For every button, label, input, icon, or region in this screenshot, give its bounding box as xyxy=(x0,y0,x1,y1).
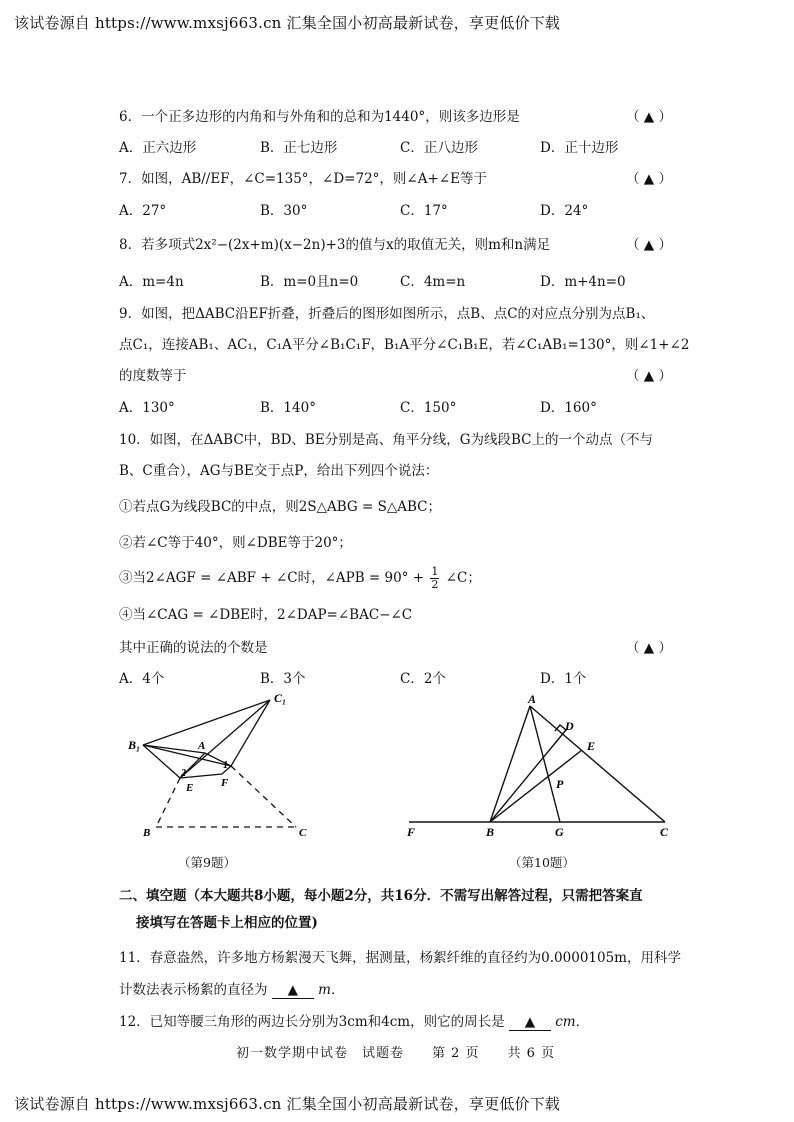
fig9-label-a: A xyxy=(198,740,206,752)
page-footer: 初一数学期中试卷 试题卷 第 2 页 共 6 页 xyxy=(236,1046,556,1061)
question-9-line3: 的度数等于 xyxy=(119,368,187,384)
figure-9 xyxy=(143,700,296,827)
q11-text: 计数法表示杨絮的直径为 xyxy=(119,982,268,998)
q10-statement-3-text: ③当2∠AGF = ∠ABF + ∠C时，∠APB = 90° + xyxy=(119,570,425,586)
q8-option-c: C．4m=n xyxy=(400,274,466,290)
fig10-segment-ac xyxy=(530,706,665,822)
question-12 xyxy=(119,1010,589,1031)
answer-mark: （ ▲ ） xyxy=(626,237,672,253)
q10-option-c: C．2个 xyxy=(400,671,446,687)
q10-statement-1: ①若点G为线段BC的中点，则2S△ABG = S△ABC； xyxy=(119,499,441,515)
q12-text: 12．已知等腰三角形的两边长分别为3cm和4cm，则它的周长是 xyxy=(119,1014,505,1030)
fig9-segment-f-c1 xyxy=(231,700,270,766)
q10-statement-4: ④当∠CAG = ∠DBE时，2∠DAP=∠BAC−∠C xyxy=(119,607,413,623)
fig10-label-d: D xyxy=(565,719,574,733)
question-10-line3: 其中正确的说法的个数是 xyxy=(119,640,268,656)
fig9-label-e: E xyxy=(186,782,194,794)
figure-10 xyxy=(409,706,665,822)
fig10-label-a: A xyxy=(528,692,537,706)
q7-option-d: D．24° xyxy=(540,203,589,219)
q9-option-a: A．130° xyxy=(119,400,175,416)
question-8-text: 8．若多项式2x²−(2x+m)(x−2n)+3的值与x的取值无关，则m和n满足 xyxy=(119,237,551,253)
answer-mark: （ ▲ ） xyxy=(626,171,672,187)
figure-10-caption: （第10题） xyxy=(509,855,575,870)
q6-option-b: B．正七边形 xyxy=(260,140,338,156)
q10-statement-3-end: ∠C； xyxy=(445,570,481,586)
top-banner: 该试卷源自 https://www.mxsj663.cn 汇集全国小初高最新试卷，享更低价下载 xyxy=(14,14,561,32)
q9-option-c: C．150° xyxy=(400,400,457,416)
q7-option-b: B．30° xyxy=(260,203,308,219)
q10-option-d: D．1个 xyxy=(540,671,587,687)
answer-mark: （ ▲ ） xyxy=(626,109,672,125)
answer-mark: （ ▲ ） xyxy=(626,640,672,656)
q9-option-b: B．140° xyxy=(260,400,316,416)
question-10-line1: 10．如图，在ΔABC中，BD、BE分别是高、角平分线，G为线段BC上的一个动点（不与 xyxy=(119,432,653,448)
fig10-label-f: F xyxy=(407,825,416,839)
q10-option-a: A．4个 xyxy=(119,671,165,687)
q8-option-b: B．m=0且n=0 xyxy=(260,274,359,290)
fig10-label-c: C xyxy=(660,825,669,839)
q11-answer-blank: ▲ xyxy=(272,982,314,999)
fig10-label-p: P xyxy=(556,777,564,791)
fig9-label-2: 2 xyxy=(181,768,186,779)
question-7-text: 7．如图，AB//EF，∠C=135°，∠D=72°，则∠A+∠E等于 xyxy=(119,171,487,187)
fraction-numerator: 1 xyxy=(431,565,439,578)
q12-answer-blank: ▲ xyxy=(509,1014,551,1031)
fig10-label-g: G xyxy=(555,825,564,839)
q7-option-c: C．17° xyxy=(400,203,448,219)
fig10-label-b: B xyxy=(486,825,495,839)
fig10-segment-be xyxy=(490,750,582,822)
q7-option-a: A．27° xyxy=(119,203,167,219)
q8-option-a: A．m=4n xyxy=(119,274,184,290)
section-2-heading-line1: 二、填空题（本大题共8小题，每小题2分，共16分．不需写出解答过程，只需把答案直 xyxy=(119,888,643,904)
section-2-heading-line2: 接填写在答题卡上相应的位置) xyxy=(136,915,318,931)
fig9-dashed-fc xyxy=(231,766,296,827)
q12-unit: cm． xyxy=(555,1014,590,1030)
answer-mark: （ ▲ ） xyxy=(626,368,672,384)
fig9-dashed-eb xyxy=(156,778,180,827)
fig10-label-e: E xyxy=(587,739,596,753)
q6-option-c: C．正八边形 xyxy=(400,140,478,156)
question-11-line2 xyxy=(119,978,344,999)
question-6-text: 6．一个正多边形的内角和与外角和的总和为1440°，则该多边形是 xyxy=(119,109,520,125)
q6-option-d: D．正十边形 xyxy=(540,140,619,156)
fig10-segment-ab xyxy=(490,706,530,822)
fig9-segment-b1-to-1 xyxy=(143,745,231,766)
fig9-label-c: C xyxy=(299,827,307,839)
q8-option-d: D．m+4n=0 xyxy=(540,274,626,290)
fig9-label-1: 1 xyxy=(223,760,228,771)
fig9-label-f: F xyxy=(221,777,229,789)
fig10-segment-bd xyxy=(490,736,561,822)
bottom-banner: 该试卷源自 https://www.mxsj663.cn 汇集全国小初高最新试卷，享更低价下载 xyxy=(14,1095,561,1113)
figure-9-caption: （第9题） xyxy=(178,855,236,870)
question-11-line1: 11．春意盎然，许多地方杨絮漫天飞舞，据测量，杨絮纤维的直径约为0.0000105m，用科学 xyxy=(119,950,681,966)
question-9-line1: 9．如图，把ΔABC沿EF折叠，折叠后的图形如图所示，点B、点C的对应点分别为点B₁、 xyxy=(119,306,655,322)
fig9-label-b1: B₁ xyxy=(128,738,141,752)
q10-statement-2: ②若∠C等于40°，则∠DBE等于20°； xyxy=(119,535,352,551)
question-9-line2: 点C₁，连接AB₁、AC₁，C₁A平分∠B₁C₁F，B₁A平分∠C₁B₁E，若∠C₁AB₁=130°，则∠1+∠2 xyxy=(119,337,690,353)
q10-option-b: B．3个 xyxy=(260,671,306,687)
q9-option-d: D．160° xyxy=(540,400,597,416)
fig9-label-c1: C₁ xyxy=(274,691,287,705)
fraction-denominator: 2 xyxy=(431,578,439,591)
q6-option-a: A．正六边形 xyxy=(119,140,197,156)
fig9-label-b: B xyxy=(143,827,151,839)
fig9-segment-b1c1 xyxy=(143,700,270,745)
fig10-segment-ag xyxy=(530,706,560,822)
question-10-line2: B、C重合），AG与BE交于点P，给出下列四个说法： xyxy=(119,463,439,479)
q11-unit: m． xyxy=(318,982,345,998)
